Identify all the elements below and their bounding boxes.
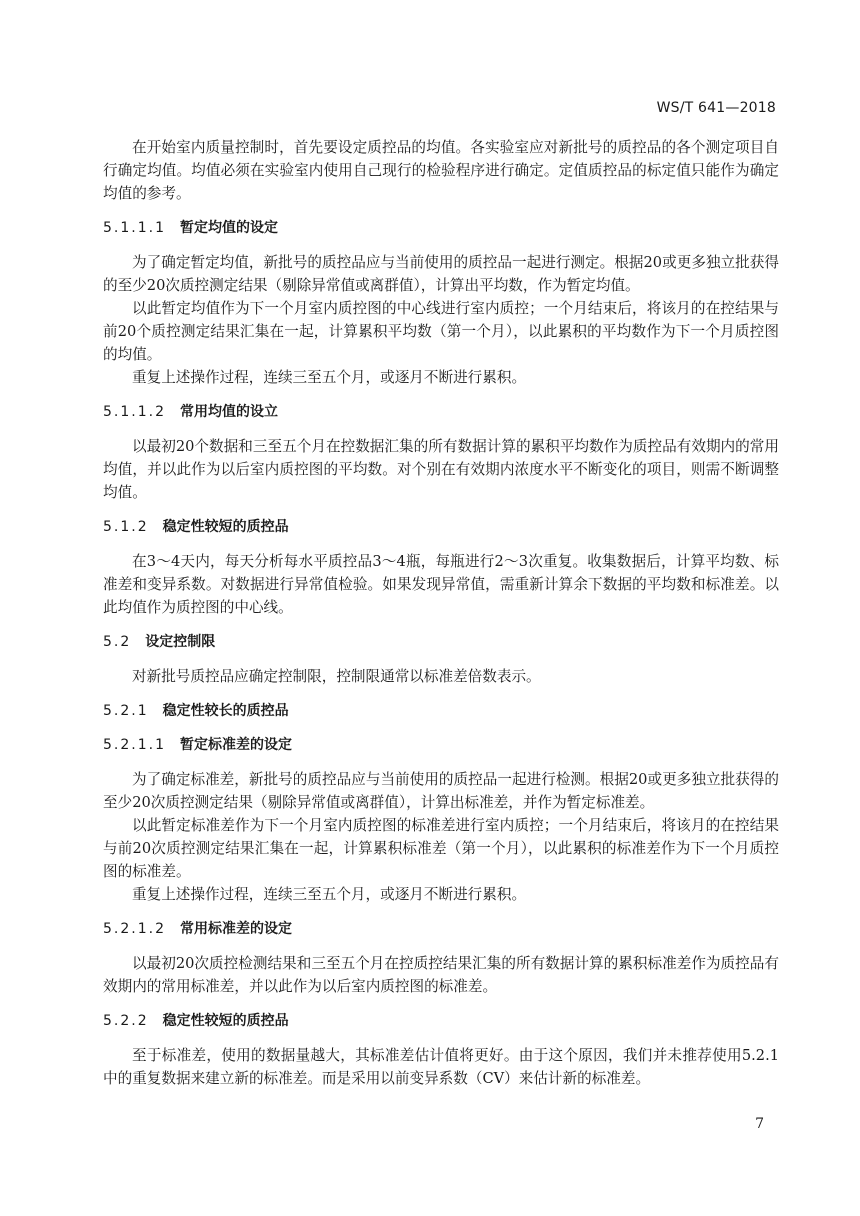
paragraph: 在3～4天内，每天分析每水平质控品3～4瓶，每瓶进行2～3次重复。收集数据后，计算平均数、标准差和变异系数。对数据进行异常值检验。如果发现异常值，需重新计算余下数据的平均数和标准差。以此均值作为质控图的中心线。 [103, 553, 779, 616]
heading-number: 5.2.1.1 [103, 737, 166, 753]
heading-number: 5.2 [103, 634, 132, 650]
heading-5-2-2 [103, 1010, 779, 1032]
heading-number: 5.2.2 [103, 1013, 149, 1029]
paragraph: 至于标准差，使用的数据量越大，其标准差估计值将更好。由于这个原因，我们并未推荐使用5.2.1中的重复数据来建立新的标准差。而是采用以前变异系数（CV）来估计新的标准差。 [103, 1047, 779, 1087]
heading-title: 稳定性较短的质控品 [162, 519, 289, 535]
heading-title: 暂定标准差的设定 [179, 737, 292, 753]
heading-5-2-1-1 [103, 734, 779, 756]
heading-number: 5.1.1.2 [103, 404, 166, 420]
heading-title: 暂定均值的设定 [179, 220, 278, 236]
heading-title: 稳定性较短的质控品 [162, 1013, 289, 1029]
heading-number: 5.1.1.1 [103, 220, 166, 236]
paragraph: 为了确定标准差，新批号的质控品应与当前使用的质控品一起进行检测。根据20或更多独立批获得的至少20次质控测定结果（剔除异常值或离群值），计算出标准差，并作为暂定标准差。 [103, 771, 779, 811]
heading-5-2-1-2 [103, 918, 779, 940]
paragraph: 为了确定暂定均值，新批号的质控品应与当前使用的质控品一起进行测定。根据20或更多独立批获得的至少20次质控测定结果（剔除异常值或离群值），计算出平均数，作为暂定均值。 [103, 254, 779, 294]
heading-number: 5.2.1.2 [103, 921, 166, 937]
heading-5-2 [103, 631, 779, 653]
paragraph: 重复上述操作过程，连续三至五个月，或逐月不断进行累积。 [132, 369, 527, 386]
paragraph: 以最初20次质控检测结果和三至五个月在控质控结果汇集的所有数据计算的累积标准差作为质控品有效期内的常用标准差，并以此作为以后室内质控图的标准差。 [103, 955, 779, 995]
document-code: WS/T 641—2018 [656, 100, 776, 116]
heading-number: 5.1.2 [103, 519, 149, 535]
paragraph-intro: 在开始室内质量控制时，首先要设定质控品的均值。各实验室应对新批号的质控品的各个测定项目自行确定均值。均值必须在实验室内使用自己现行的检验程序进行确定。定值质控品的标定值只能作为确定均值的参考。 [103, 139, 779, 202]
heading-number: 5.2.1 [103, 703, 149, 719]
paragraph: 对新批号质控品应确定控制限，控制限通常以标准差倍数表示。 [132, 668, 541, 685]
paragraph: 以最初20个数据和三至五个月在控数据汇集的所有数据计算的累积平均数作为质控品有效期内的常用均值，并以此作为以后室内质控图的平均数。对个别在有效期内浓度水平不断变化的项目，则需不断调整均值。 [103, 438, 779, 501]
heading-title: 常用均值的设立 [179, 404, 278, 420]
heading-5-2-1 [103, 700, 779, 722]
page-number: 7 [755, 1116, 764, 1132]
heading-5-1-1-2 [103, 401, 779, 423]
heading-5-1-2 [103, 516, 779, 538]
paragraph: 重复上述操作过程，连续三至五个月，或逐月不断进行累积。 [132, 886, 527, 903]
paragraph: 以此暂定标准差作为下一个月室内质控图的标准差进行室内质控；一个月结束后，将该月的在控结果与前20次质控测定结果汇集在一起，计算累积标准差（第一个月），以此累积的标准差作为下一个月质控图的标准差。 [103, 817, 779, 880]
document-body [103, 136, 779, 1090]
heading-title: 常用标准差的设定 [179, 921, 292, 937]
heading-5-1-1-1 [103, 217, 779, 239]
heading-title: 稳定性较长的质控品 [162, 703, 289, 719]
heading-title: 设定控制限 [145, 634, 216, 650]
paragraph: 以此暂定均值作为下一个月室内质控图的中心线进行室内质控；一个月结束后，将该月的在控结果与前20个质控测定结果汇集在一起，计算累积平均数（第一个月），以此累积的平均数作为下一个月质控图的均值。 [103, 300, 779, 363]
